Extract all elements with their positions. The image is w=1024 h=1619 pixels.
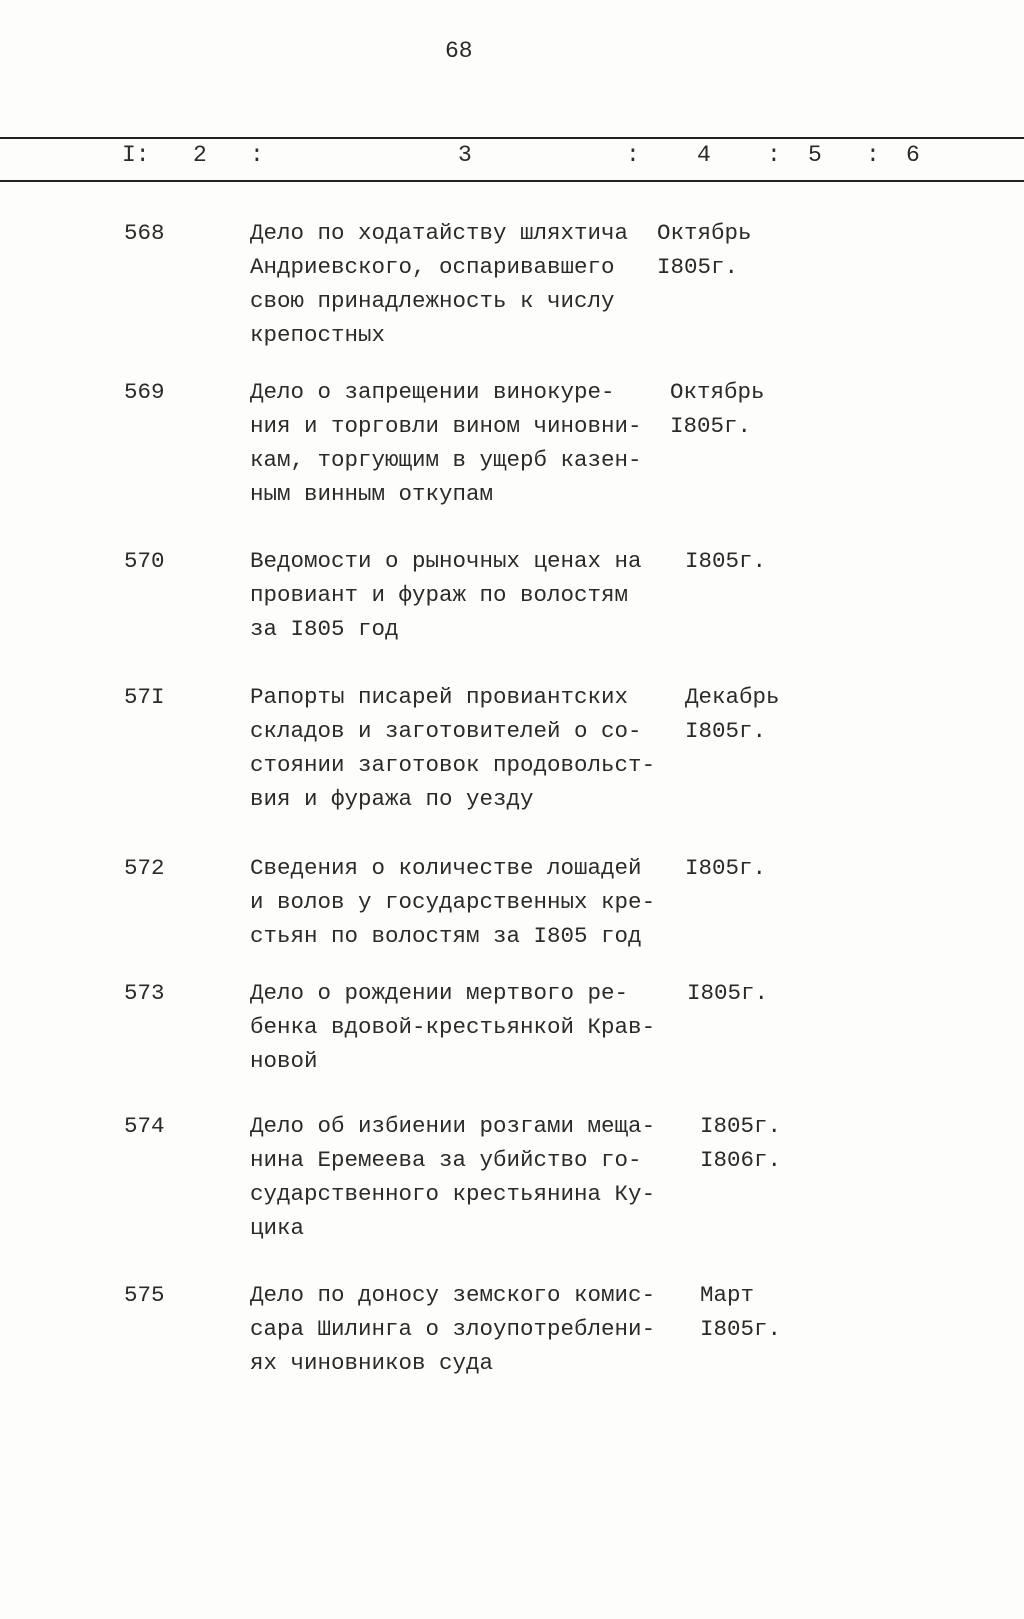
entry-description [250,375,642,511]
description-line: ях чиновников суда [250,1350,494,1376]
entry-description [250,976,655,1078]
column-header-5: 5 [808,142,822,168]
description-line: Дело о рождении мертвого ре- [250,980,629,1006]
column-header-3: 3 [458,142,472,168]
description-line: кам, торгующим в ущерб казен- [250,447,642,473]
column-header-4: 4 [697,142,711,168]
description-line: цика [250,1215,305,1241]
description-line: Андриевского, оспаривавшего [250,254,615,280]
entry-number: 569 [124,379,165,405]
entry-number: 57I [124,684,165,710]
entry-number: 568 [124,220,165,246]
description-line: и волов у государственных кре- [250,889,656,915]
description-line: бенка вдовой-крестьянкой Крав- [250,1014,656,1040]
column-separator: : [250,142,264,168]
description-line: ным винным откупам [250,481,494,507]
column-separator: : [866,142,880,168]
description-line: Дело об избиении розгами меща- [250,1113,656,1139]
description-line: Рапорты писарей провиантских [250,684,629,710]
description-line: ния и торговли вином чиновни- [250,413,642,439]
date-line: Март [700,1282,755,1308]
entry-date [700,1278,781,1346]
description-line: провиант и фураж по волостям [250,582,629,608]
entry-number: 573 [124,980,165,1006]
entry-date [670,375,765,443]
date-line: I805г. [700,1316,782,1342]
date-line: I805г. [657,254,739,280]
description-line: сара Шилинга о злоупотреблени- [250,1316,656,1342]
entry-description [250,216,628,352]
description-line: стьян по волостям за I805 год [250,923,642,949]
date-line: I805г. [685,548,767,574]
entry-description [250,1109,655,1245]
description-line: Дело о запрещении винокуре- [250,379,615,405]
column-header-1: I: [122,142,150,168]
description-line: Сведения о количестве лошадей [250,855,642,881]
date-line: Октябрь [657,220,752,246]
entry-description [250,1278,655,1380]
entry-number: 575 [124,1282,165,1308]
entry-date [685,544,766,578]
description-line: нина Еремеева за убийство го- [250,1147,642,1173]
date-line: I805г. [670,413,752,439]
entry-number: 572 [124,855,165,881]
column-separator: : [626,142,640,168]
description-line: крепостных [250,322,386,348]
entry-date [685,851,766,885]
description-line: складов и заготовителей о со- [250,718,642,744]
description-line: Дело по ходатайству шляхтича [250,220,629,246]
date-line: Октябрь [670,379,765,405]
entry-description [250,544,642,646]
entry-date [687,976,768,1010]
entry-number: 570 [124,548,165,574]
date-line: I805г. [700,1113,782,1139]
date-line: Декабрь [685,684,780,710]
description-line: за I805 год [250,616,399,642]
date-line: I805г. [687,980,769,1006]
entry-description [250,851,655,953]
column-separator: : [767,142,781,168]
entry-date [657,216,752,284]
column-header-2: 2 [193,142,207,168]
entry-date [700,1109,781,1177]
column-header-6: 6 [906,142,920,168]
description-line: новой [250,1048,318,1074]
description-line: стоянии заготовок продовольст- [250,752,656,778]
page-number: 68 [445,38,473,64]
table-header-bottom-rule [0,180,1024,182]
entry-description [250,680,655,816]
entry-date [685,680,780,748]
description-line: сударственного крестьянина Ку- [250,1181,656,1207]
entry-number: 574 [124,1113,165,1139]
description-line: вия и фуража по уезду [250,786,534,812]
date-line: I806г. [700,1147,782,1173]
table-header-top-rule [0,137,1024,139]
description-line: свою принадлежность к числу [250,288,615,314]
date-line: I805г. [685,855,767,881]
description-line: Дело по доносу земского комис- [250,1282,656,1308]
description-line: Ведомости о рыночных ценах на [250,548,642,574]
date-line: I805г. [685,718,767,744]
